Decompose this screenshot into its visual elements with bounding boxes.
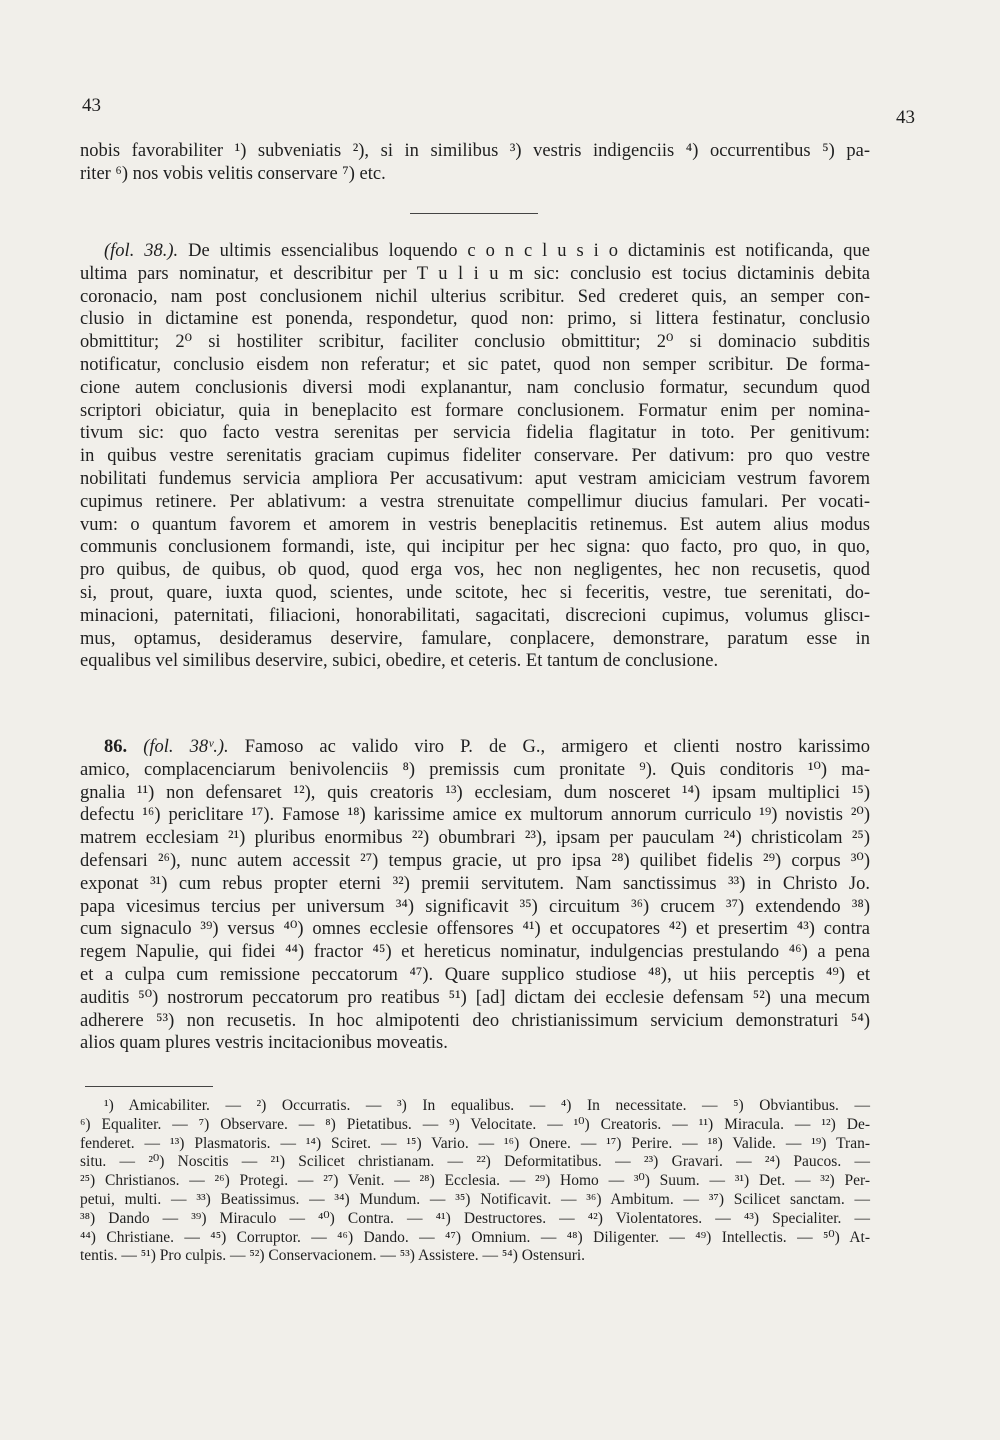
text-line: nobis favorabiliter ¹) subveniatis ²), si in similibus ³) vestris indigenciis ⁴) occurrentibus ⁵) pa- xyxy=(80,141,870,161)
text-line: communis conclusionem formandi, iste, qui incipitur per hec signa: quo facto, pro quo, in quo, xyxy=(80,537,870,558)
footnote-line: situ. — ²⁰) Noscitis — ²¹) Scilicet christianam. — ²²) Deformitatibus. — ²³) Gravari. — ²⁴) Paucos. — xyxy=(80,1153,870,1171)
text-span: Famoso ac valido viro P. de G., armigero et clienti nostro karissimo xyxy=(244,737,871,757)
footnote-line: fenderet. — ¹³) Plasmatoris. — ¹⁴) Sciret. — ¹⁵) Vario. — ¹⁶) Onere. — ¹⁷) Perire. — ¹⁸) Valide. — ¹⁹) Tran- xyxy=(80,1134,870,1152)
letter-number: 86. xyxy=(104,737,128,757)
text-line: regem Napulie, qui fidei ⁴⁴) fractor ⁴⁵) et hereticus nominatur, indulgencias prestulando ⁴⁶) a pena xyxy=(80,942,870,963)
text-line: defensari ²⁶), nunc autem accessit ²⁷) tempus gracie, ut pro ipsa ²⁸) quilibet fidelis ²⁹) corpus ³⁰) xyxy=(80,850,870,871)
footnote-line: ³⁸) Dando — ³⁹) Miraculo — ⁴⁰) Contra. — ⁴¹) Destructores. — ⁴²) Violentatores. — ⁴³) Specialiter. — xyxy=(80,1209,870,1227)
text-line: exponat ³¹) cum rebus propter eterni ³²) premii servitutem. Nam sanctissimus ³³) in Christo Jo. xyxy=(80,873,870,894)
paragraph-continuation xyxy=(80,140,870,186)
text-line xyxy=(80,240,870,263)
text-line: cione autem conclusionis diversi modi explanantur, nam conclusio formatur, secundum quod xyxy=(80,377,870,398)
folio-reference: (fol. 38ᵛ.). xyxy=(143,737,229,757)
text-line: clusio in dictamine est ponenda, respondetur, quod non: primo, si littera festinatur, conclusio xyxy=(80,309,870,330)
text-line: ultima pars nominatur, et describitur per T u l i u m sic: conclusio est tocius dictaminis debita xyxy=(80,263,870,284)
text-line: pro quibus, de quibus, ob quod, quod erga vos, hec non negligentes, hec non recusetis, quod xyxy=(80,560,870,581)
footnotes xyxy=(80,1097,870,1266)
paragraph-conclusio xyxy=(80,240,870,673)
page-number-right: 43 xyxy=(896,107,915,128)
text-line: notificatur, conclusio eisdem non referatur; et sic patet, quod non semper scribitur. De forma- xyxy=(80,354,870,375)
footnote-line: ¹) Amicabiliter. — ²) Occurratis. — ³) In equalibus. — ⁴) In necessitate. — ⁵) Obviantibus. — xyxy=(104,1097,870,1114)
footnote-line: ²⁵) Christianos. — ²⁶) Protegi. — ²⁷) Venit. — ²⁸) Ecclesia. — ²⁹) Homo — ³⁰) Suum. — ³¹) Det. — ³²) Per- xyxy=(80,1172,870,1190)
text-line: cupimus retinere. Per ablativum: a vestra strenuitate compellimur diucius famulari. Per vocati- xyxy=(80,491,870,512)
text-line: in quibus vestre serenitatis graciam cupimus fideliter conservare. Per dativum: pro quo vestre xyxy=(80,446,870,467)
footnote-line: ⁶) Equaliter. — ⁷) Observare. — ⁸) Pietatibus. — ⁹) Velocitate. — ¹⁰) Creatoris. — ¹¹) Miracula. — ¹²) De- xyxy=(80,1115,870,1133)
text-line: amico, complacenciarum benivolenciis ⁸) premissis cum pronitate ⁹). Quis conditoris ¹⁰) ma- xyxy=(80,759,870,780)
footnote-line: tentis. — ⁵¹) Pro culpis. — ⁵²) Conservacionem. — ⁵³) Assistere. — ⁵⁴) Ostensuri. xyxy=(80,1247,586,1265)
text-line: alios quam plures vestris incitacionibus moveatis. xyxy=(80,1033,448,1054)
text-line: nobilitati fundemus servicia ampliora Per accusativum: aput vestram amiciciam vestrum favorem xyxy=(80,468,870,489)
text-span: De ultimis essencialibus loquendo c o n c l u s i o dictaminis est notificanda, que xyxy=(188,241,870,261)
text-line: riter ⁶) nos vobis velitis conservare ⁷) etc. xyxy=(80,163,386,184)
text-line: obmittitur; 2⁰ si hostiliter scribitur, faciliter conclusio obmittitur; 2⁰ si dominacio subditis xyxy=(80,332,870,353)
text-line: vum: o quantum favorem et amorem in vestris beneplacitis retinemus. Est autem alius modus xyxy=(80,514,870,535)
text-line: mus, optamus, desideramus deservire, famulare, conplacere, demonstrare, paratum esse in xyxy=(80,628,870,649)
text-line: matrem ecclesiam ²¹) pluribus enormibus ²²) obumbrari ²³), ipsam per pauculam ²⁴) christicolam ²⁵) xyxy=(80,828,870,849)
footnote-separator xyxy=(85,1086,213,1087)
text-line: si, prout, quare, iuxta quod, scientes, unde scitote, hec si feceritis, vestre, tue serenitati, do- xyxy=(80,582,870,603)
text-line xyxy=(80,736,870,759)
text-line: auditis ⁵⁰) nostrorum peccatorum pro reatibus ⁵¹) [ad] dictam dei ecclesie defensam ⁵²) una mecum xyxy=(80,987,870,1008)
text-line: coronacio, nam post conclusionem nichil ulterius scribitur. Sed crederet quis, an semper con- xyxy=(80,286,870,307)
text-line: scriptori obiciatur, quia in beneplacito est formare conclusionem. Formatur enim per nomina- xyxy=(80,400,870,421)
section-separator xyxy=(410,213,538,214)
text-line: gnalia ¹¹) non defensaret ¹²), quis creatoris ¹³) ecclesiam, dum nosceret ¹⁴) ipsam multiplici ¹⁵) xyxy=(80,782,870,803)
page-number-left: 43 xyxy=(82,95,101,116)
folio-reference: (fol. 38.). xyxy=(104,241,179,261)
text-line: tivum sic: quo facto vestra serenitas per servicia fidelia flagitatur in toto. Per genitivum: xyxy=(80,423,870,444)
footnote-line: petui, multi. — ³³) Beatissimus. — ³⁴) Mundum. — ³⁵) Notificavit. — ³⁶) Ambitum. — ³⁷) Scilicet sanctam. — xyxy=(80,1190,870,1208)
text-line: cum signaculo ³⁹) versus ⁴⁰) omnes ecclesie offensores ⁴¹) et occupatores ⁴²) et presertim ⁴³) contra xyxy=(80,919,870,940)
text-line: et a culpa cum remissione peccatorum ⁴⁷). Quare supplico studiose ⁴⁸), ut hiis perceptis ⁴⁹) et xyxy=(80,964,870,985)
text-line: defectu ¹⁶) periclitare ¹⁷). Famose ¹⁸) karissime amice ex multorum annorum curriculo ¹⁹) novistis ²⁰) xyxy=(80,805,870,826)
text-line: equalibus vel similibus deservire, subici, obedire, et ceteris. Et tantum de conclusione. xyxy=(80,651,719,672)
text-line: minacioni, paternitati, filiacioni, honorabilitati, sagacitati, discrecioni cupimus, volumus gliscı- xyxy=(80,605,870,626)
letter-86 xyxy=(80,736,870,1055)
text-line: adherere ⁵³) non recusetis. In hoc almipotenti deo christianissimum servicium demonstraturi ⁵⁴) xyxy=(80,1010,870,1031)
footnote-line: ⁴⁴) Christiane. — ⁴⁵) Corruptor. — ⁴⁶) Dando. — ⁴⁷) Omnium. — ⁴⁸) Diligenter. — ⁴⁹) Intellectis. — ⁵⁰) At- xyxy=(80,1228,870,1246)
text-line: papa vicesimus tercius per universum ³⁴) significavit ³⁵) circuitum ³⁶) crucem ³⁷) extendendo ³⁸) xyxy=(80,896,870,917)
